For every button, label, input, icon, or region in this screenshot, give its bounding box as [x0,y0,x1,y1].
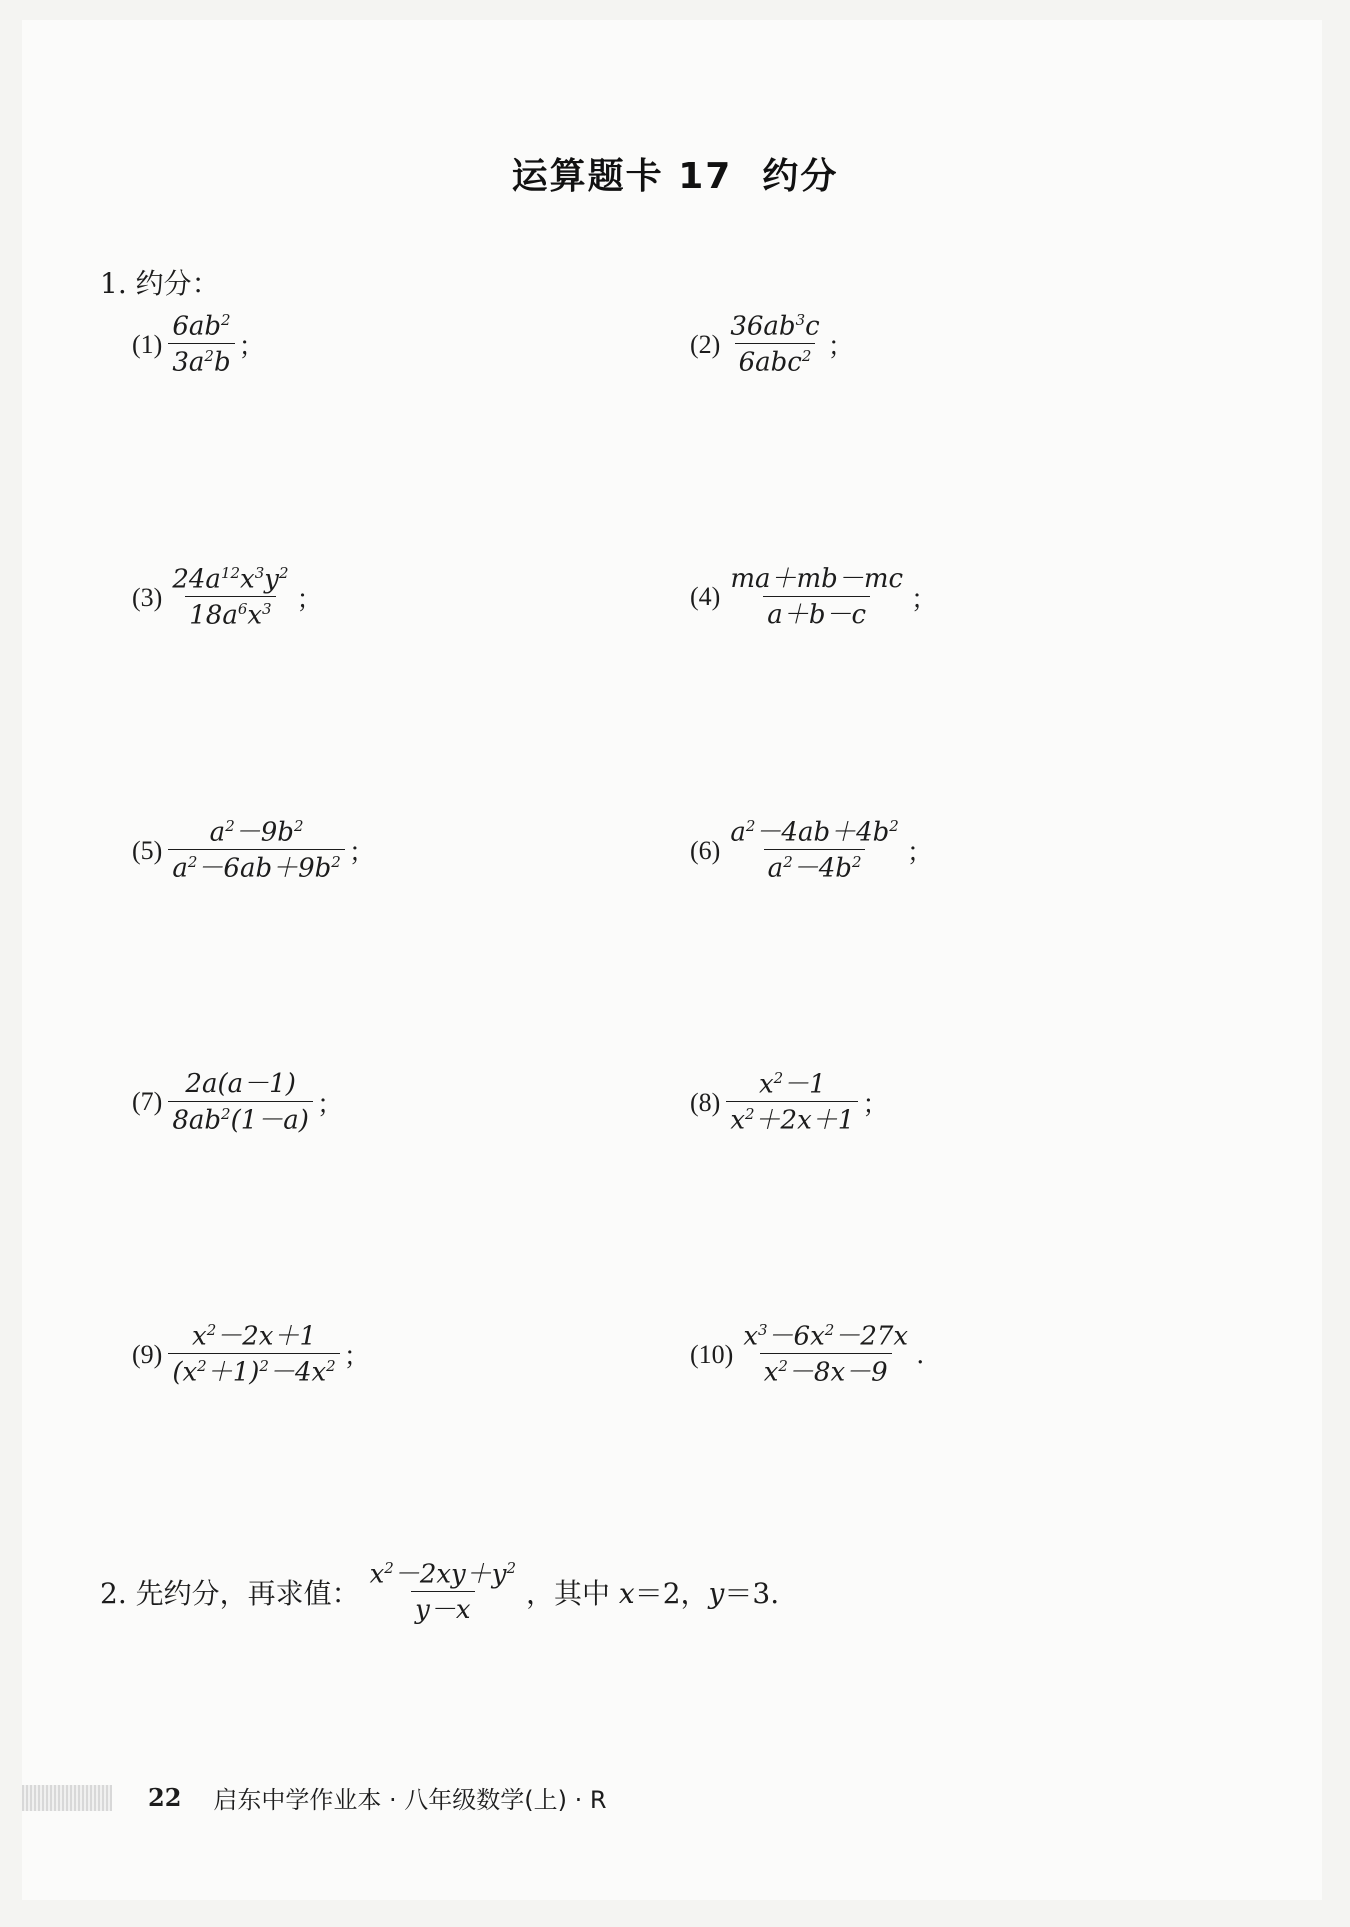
problem-index: (6) [690,835,721,865]
punctuation: ； [827,332,854,363]
denominator: $x^2-8x-9$ [760,1353,892,1387]
numerator: $6ab^2$ [172,311,231,342]
problem-6 [690,818,933,884]
denominator: $8ab^2(1-a)$ [168,1101,313,1135]
punctuation: ； [348,838,375,869]
fraction [168,818,345,884]
numerator: $x^3-6x^2-27x$ [743,1321,909,1352]
punctuation: . [916,1339,925,1370]
problem-5 [132,818,375,884]
problem-7 [132,1070,343,1135]
question-2 [100,1560,779,1625]
denominator: $(x^2+1)^2-4x^2$ [168,1353,339,1387]
problem-3 [132,565,323,631]
numerator: $x^2-2x+1$ [192,1321,316,1352]
numerator: $36ab^3c$ [730,311,820,342]
question-1-label: 1. 约分： [100,267,220,300]
problem-index: (4) [690,582,721,612]
numerator: $24a^{12}x^3y^2$ [172,564,289,595]
barcode-icon [22,1785,112,1811]
denominator: $x^2+2x+1$ [726,1101,858,1135]
page-number: 22 [148,1783,182,1812]
numerator: ma＋mb－mc [730,564,904,594]
fraction [168,565,292,631]
fraction [726,565,907,629]
question-2-label: 2. 先约分，再求值： [100,1577,360,1611]
punctuation: ； [343,1342,370,1373]
problem-index: (8) [690,1087,721,1117]
problem-1 [132,312,265,378]
page-footer [22,1780,607,1815]
fraction [168,1322,339,1388]
denominator: $a^2-6ab+9b^2$ [168,849,345,883]
numerator: $a^2-4ab+4b^2$ [730,817,899,848]
problem-4 [690,565,937,629]
problem-2 [690,312,854,378]
problem-9 [132,1322,370,1388]
punctuation: ； [906,838,933,869]
page-title [0,148,1350,199]
denominator: $3a^2b$ [168,343,234,377]
punctuation: ； [238,332,265,363]
numerator: 2a(a－1) [185,1069,296,1099]
problem-index: (1) [132,329,163,359]
question-2-condition: ，其中 x＝2，y＝3. [526,1577,780,1611]
punctuation: ； [911,584,938,615]
fraction [726,1070,858,1136]
denominator: a＋b－c [763,596,870,630]
problem-index: (3) [132,582,163,612]
numerator: $x^2-1$ [758,1069,826,1100]
fraction [726,818,903,884]
problem-index: (7) [132,1087,163,1117]
numerator: $x^2-2xy+y^2$ [369,1559,517,1590]
denominator: $18a^6x^3$ [185,596,275,630]
punctuation: ； [316,1089,343,1120]
problem-index: (10) [690,1339,734,1369]
problem-index: (2) [690,329,721,359]
problem-10 [690,1322,924,1388]
title-main: 运算题卡 17 [511,156,733,197]
denominator: 6abc$^2$ [735,343,816,377]
fraction [168,1070,313,1135]
book-title: 启东中学作业本 · 八年级数学(上) · R [213,1786,607,1814]
punctuation: ； [862,1090,889,1121]
denominator: $a^2-4b^2$ [764,849,866,883]
problem-index: (9) [132,1339,163,1369]
fraction [366,1560,520,1625]
denominator: y－x [411,1591,474,1625]
fraction [739,1322,912,1388]
problem-index: (5) [132,835,163,865]
numerator: $a^2-9b^2$ [209,817,304,848]
fraction [168,312,234,378]
title-topic: 约分 [762,156,839,197]
punctuation: ； [296,585,323,616]
fraction [726,312,823,378]
problem-8 [690,1070,888,1136]
